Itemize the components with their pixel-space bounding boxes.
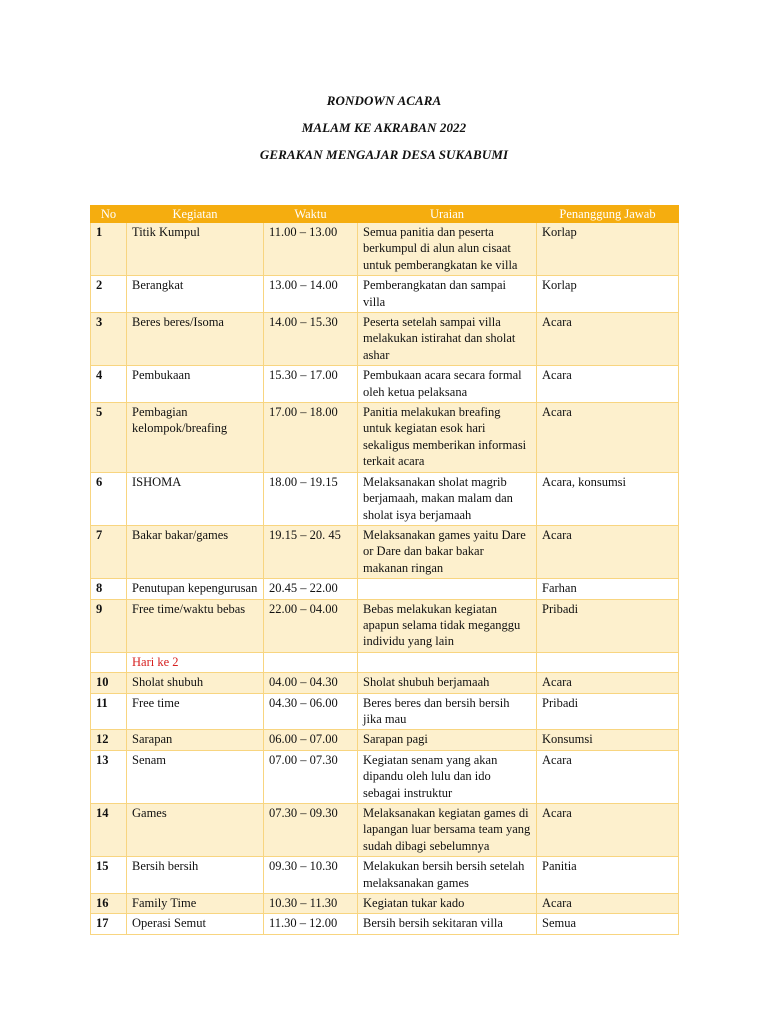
cell-penanggung-jawab: Acara bbox=[537, 525, 679, 578]
cell-waktu: 15.30 – 17.00 bbox=[264, 366, 358, 403]
cell-uraian: Pemberangkatan dan sampai villa bbox=[358, 276, 537, 313]
cell-waktu: 20.45 – 22.00 bbox=[264, 579, 358, 599]
cell-penanggung-jawab: Acara bbox=[537, 313, 679, 366]
cell-kegiatan: Free time/waktu bebas bbox=[127, 599, 264, 652]
rundown-table bbox=[90, 205, 679, 935]
cell-kegiatan: Family Time bbox=[127, 894, 264, 914]
cell-waktu: 19.15 – 20. 45 bbox=[264, 525, 358, 578]
day-separator-row bbox=[91, 652, 679, 672]
table-row bbox=[91, 750, 679, 803]
cell-no: 4 bbox=[91, 366, 127, 403]
cell-waktu: 13.00 – 14.00 bbox=[264, 276, 358, 313]
document-titles bbox=[0, 92, 768, 173]
cell-penanggung-jawab: Konsumsi bbox=[537, 730, 679, 750]
cell-no: 11 bbox=[91, 693, 127, 730]
table-row bbox=[91, 525, 679, 578]
table-row bbox=[91, 914, 679, 934]
cell-kegiatan: ISHOMA bbox=[127, 472, 264, 525]
title-line-3: GERAKAN MENGAJAR DESA SUKABUMI bbox=[259, 147, 509, 162]
cell-uraian: Kegiatan tukar kado bbox=[358, 894, 537, 914]
table-row bbox=[91, 223, 679, 276]
cell-kegiatan: Bersih bersih bbox=[127, 857, 264, 894]
cell-waktu: 14.00 – 15.30 bbox=[264, 313, 358, 366]
cell-kegiatan: Free time bbox=[127, 693, 264, 730]
cell-penanggung-jawab: Panitia bbox=[537, 857, 679, 894]
cell-no: 9 bbox=[91, 599, 127, 652]
title-line-2: MALAM KE AKRABAN 2022 bbox=[301, 120, 467, 135]
cell-penanggung-jawab: Acara bbox=[537, 804, 679, 857]
cell-no: 10 bbox=[91, 673, 127, 693]
cell-uraian: Pembukaan acara secara formal oleh ketua pelaksana bbox=[358, 366, 537, 403]
cell-uraian: Semua panitia dan peserta berkumpul di alun alun cisaat untuk pemberangkatan ke villa bbox=[358, 223, 537, 276]
cell-waktu: 07.30 – 09.30 bbox=[264, 804, 358, 857]
cell-waktu: 04.30 – 06.00 bbox=[264, 693, 358, 730]
cell-uraian: Bersih bersih sekitaran villa bbox=[358, 914, 537, 934]
cell-no: 13 bbox=[91, 750, 127, 803]
cell-no: 3 bbox=[91, 313, 127, 366]
cell-penanggung-jawab: Acara bbox=[537, 750, 679, 803]
table-row bbox=[91, 599, 679, 652]
header-uraian: Uraian bbox=[358, 206, 537, 223]
cell-no: 7 bbox=[91, 525, 127, 578]
header-no: No bbox=[91, 206, 127, 223]
cell-uraian: Melaksanakan games yaitu Dare or Dare dan bakar bakar makanan ringan bbox=[358, 525, 537, 578]
cell-uraian bbox=[358, 579, 537, 599]
table-row bbox=[91, 403, 679, 473]
cell-uraian: Melaksanakan sholat magrib berjamaah, makan malam dan sholat isya berjamaah bbox=[358, 472, 537, 525]
cell-penanggung-jawab: Acara bbox=[537, 894, 679, 914]
cell-waktu: 17.00 – 18.00 bbox=[264, 403, 358, 473]
cell-no: 12 bbox=[91, 730, 127, 750]
cell-penanggung-jawab: Acara bbox=[537, 403, 679, 473]
cell-waktu: 22.00 – 04.00 bbox=[264, 599, 358, 652]
cell-penanggung-jawab: Acara bbox=[537, 673, 679, 693]
cell-kegiatan: Games bbox=[127, 804, 264, 857]
cell-kegiatan: Bakar bakar/games bbox=[127, 525, 264, 578]
cell-waktu bbox=[264, 652, 358, 672]
cell-kegiatan: Sholat shubuh bbox=[127, 673, 264, 693]
cell-kegiatan: Hari ke 2 bbox=[127, 652, 264, 672]
cell-waktu: 11.30 – 12.00 bbox=[264, 914, 358, 934]
cell-no: 15 bbox=[91, 857, 127, 894]
cell-penanggung-jawab: Korlap bbox=[537, 223, 679, 276]
table-row bbox=[91, 276, 679, 313]
cell-no: 14 bbox=[91, 804, 127, 857]
cell-no: 8 bbox=[91, 579, 127, 599]
cell-waktu: 11.00 – 13.00 bbox=[264, 223, 358, 276]
table-row bbox=[91, 313, 679, 366]
table-row bbox=[91, 673, 679, 693]
cell-penanggung-jawab: Korlap bbox=[537, 276, 679, 313]
cell-waktu: 04.00 – 04.30 bbox=[264, 673, 358, 693]
cell-kegiatan: Operasi Semut bbox=[127, 914, 264, 934]
cell-kegiatan: Penutupan kepengurusan bbox=[127, 579, 264, 599]
cell-uraian: Bebas melakukan kegiatan apapun selama tidak meganggu individu yang lain bbox=[358, 599, 537, 652]
cell-waktu: 10.30 – 11.30 bbox=[264, 894, 358, 914]
cell-waktu: 07.00 – 07.30 bbox=[264, 750, 358, 803]
cell-kegiatan: Sarapan bbox=[127, 730, 264, 750]
cell-kegiatan: Beres beres/Isoma bbox=[127, 313, 264, 366]
cell-waktu: 18.00 – 19.15 bbox=[264, 472, 358, 525]
cell-uraian: Sarapan pagi bbox=[358, 730, 537, 750]
table-header-row bbox=[91, 206, 679, 223]
table-row bbox=[91, 804, 679, 857]
table-row bbox=[91, 857, 679, 894]
cell-kegiatan: Pembagian kelompok/breafing bbox=[127, 403, 264, 473]
cell-penanggung-jawab: Pribadi bbox=[537, 599, 679, 652]
cell-uraian: Melakukan bersih bersih setelah melaksanakan games bbox=[358, 857, 537, 894]
cell-penanggung-jawab: Semua bbox=[537, 914, 679, 934]
cell-no: 5 bbox=[91, 403, 127, 473]
cell-no: 1 bbox=[91, 223, 127, 276]
cell-no: 17 bbox=[91, 914, 127, 934]
cell-no: 6 bbox=[91, 472, 127, 525]
cell-penanggung-jawab: Acara bbox=[537, 366, 679, 403]
cell-kegiatan: Senam bbox=[127, 750, 264, 803]
header-kegiatan: Kegiatan bbox=[127, 206, 264, 223]
header-waktu: Waktu bbox=[264, 206, 358, 223]
cell-uraian: Beres beres dan bersih bersih jika mau bbox=[358, 693, 537, 730]
cell-penanggung-jawab: Farhan bbox=[537, 579, 679, 599]
cell-kegiatan: Titik Kumpul bbox=[127, 223, 264, 276]
cell-no: 16 bbox=[91, 894, 127, 914]
cell-uraian: Kegiatan senam yang akan dipandu oleh lulu dan ido sebagai instruktur bbox=[358, 750, 537, 803]
cell-kegiatan: Berangkat bbox=[127, 276, 264, 313]
title-line-1: RONDOWN ACARA bbox=[326, 93, 442, 108]
table-row bbox=[91, 366, 679, 403]
cell-no bbox=[91, 652, 127, 672]
table-row bbox=[91, 730, 679, 750]
cell-penanggung-jawab: Acara, konsumsi bbox=[537, 472, 679, 525]
table-body bbox=[91, 223, 679, 935]
table-row bbox=[91, 693, 679, 730]
table-row bbox=[91, 579, 679, 599]
cell-uraian: Melaksanakan kegiatan games di lapangan luar bersama team yang sudah dibagi sebelumnya bbox=[358, 804, 537, 857]
cell-uraian bbox=[358, 652, 537, 672]
cell-penanggung-jawab bbox=[537, 652, 679, 672]
cell-waktu: 09.30 – 10.30 bbox=[264, 857, 358, 894]
cell-uraian: Peserta setelah sampai villa melakukan istirahat dan sholat ashar bbox=[358, 313, 537, 366]
cell-penanggung-jawab: Pribadi bbox=[537, 693, 679, 730]
cell-no: 2 bbox=[91, 276, 127, 313]
cell-uraian: Sholat shubuh berjamaah bbox=[358, 673, 537, 693]
cell-uraian: Panitia melakukan breafing untuk kegiatan esok hari sekaligus memberikan informasi terkait acara bbox=[358, 403, 537, 473]
cell-kegiatan: Pembukaan bbox=[127, 366, 264, 403]
cell-waktu: 06.00 – 07.00 bbox=[264, 730, 358, 750]
table-row bbox=[91, 894, 679, 914]
header-penanggung-jawab: Penanggung Jawab bbox=[537, 206, 679, 223]
table-row bbox=[91, 472, 679, 525]
